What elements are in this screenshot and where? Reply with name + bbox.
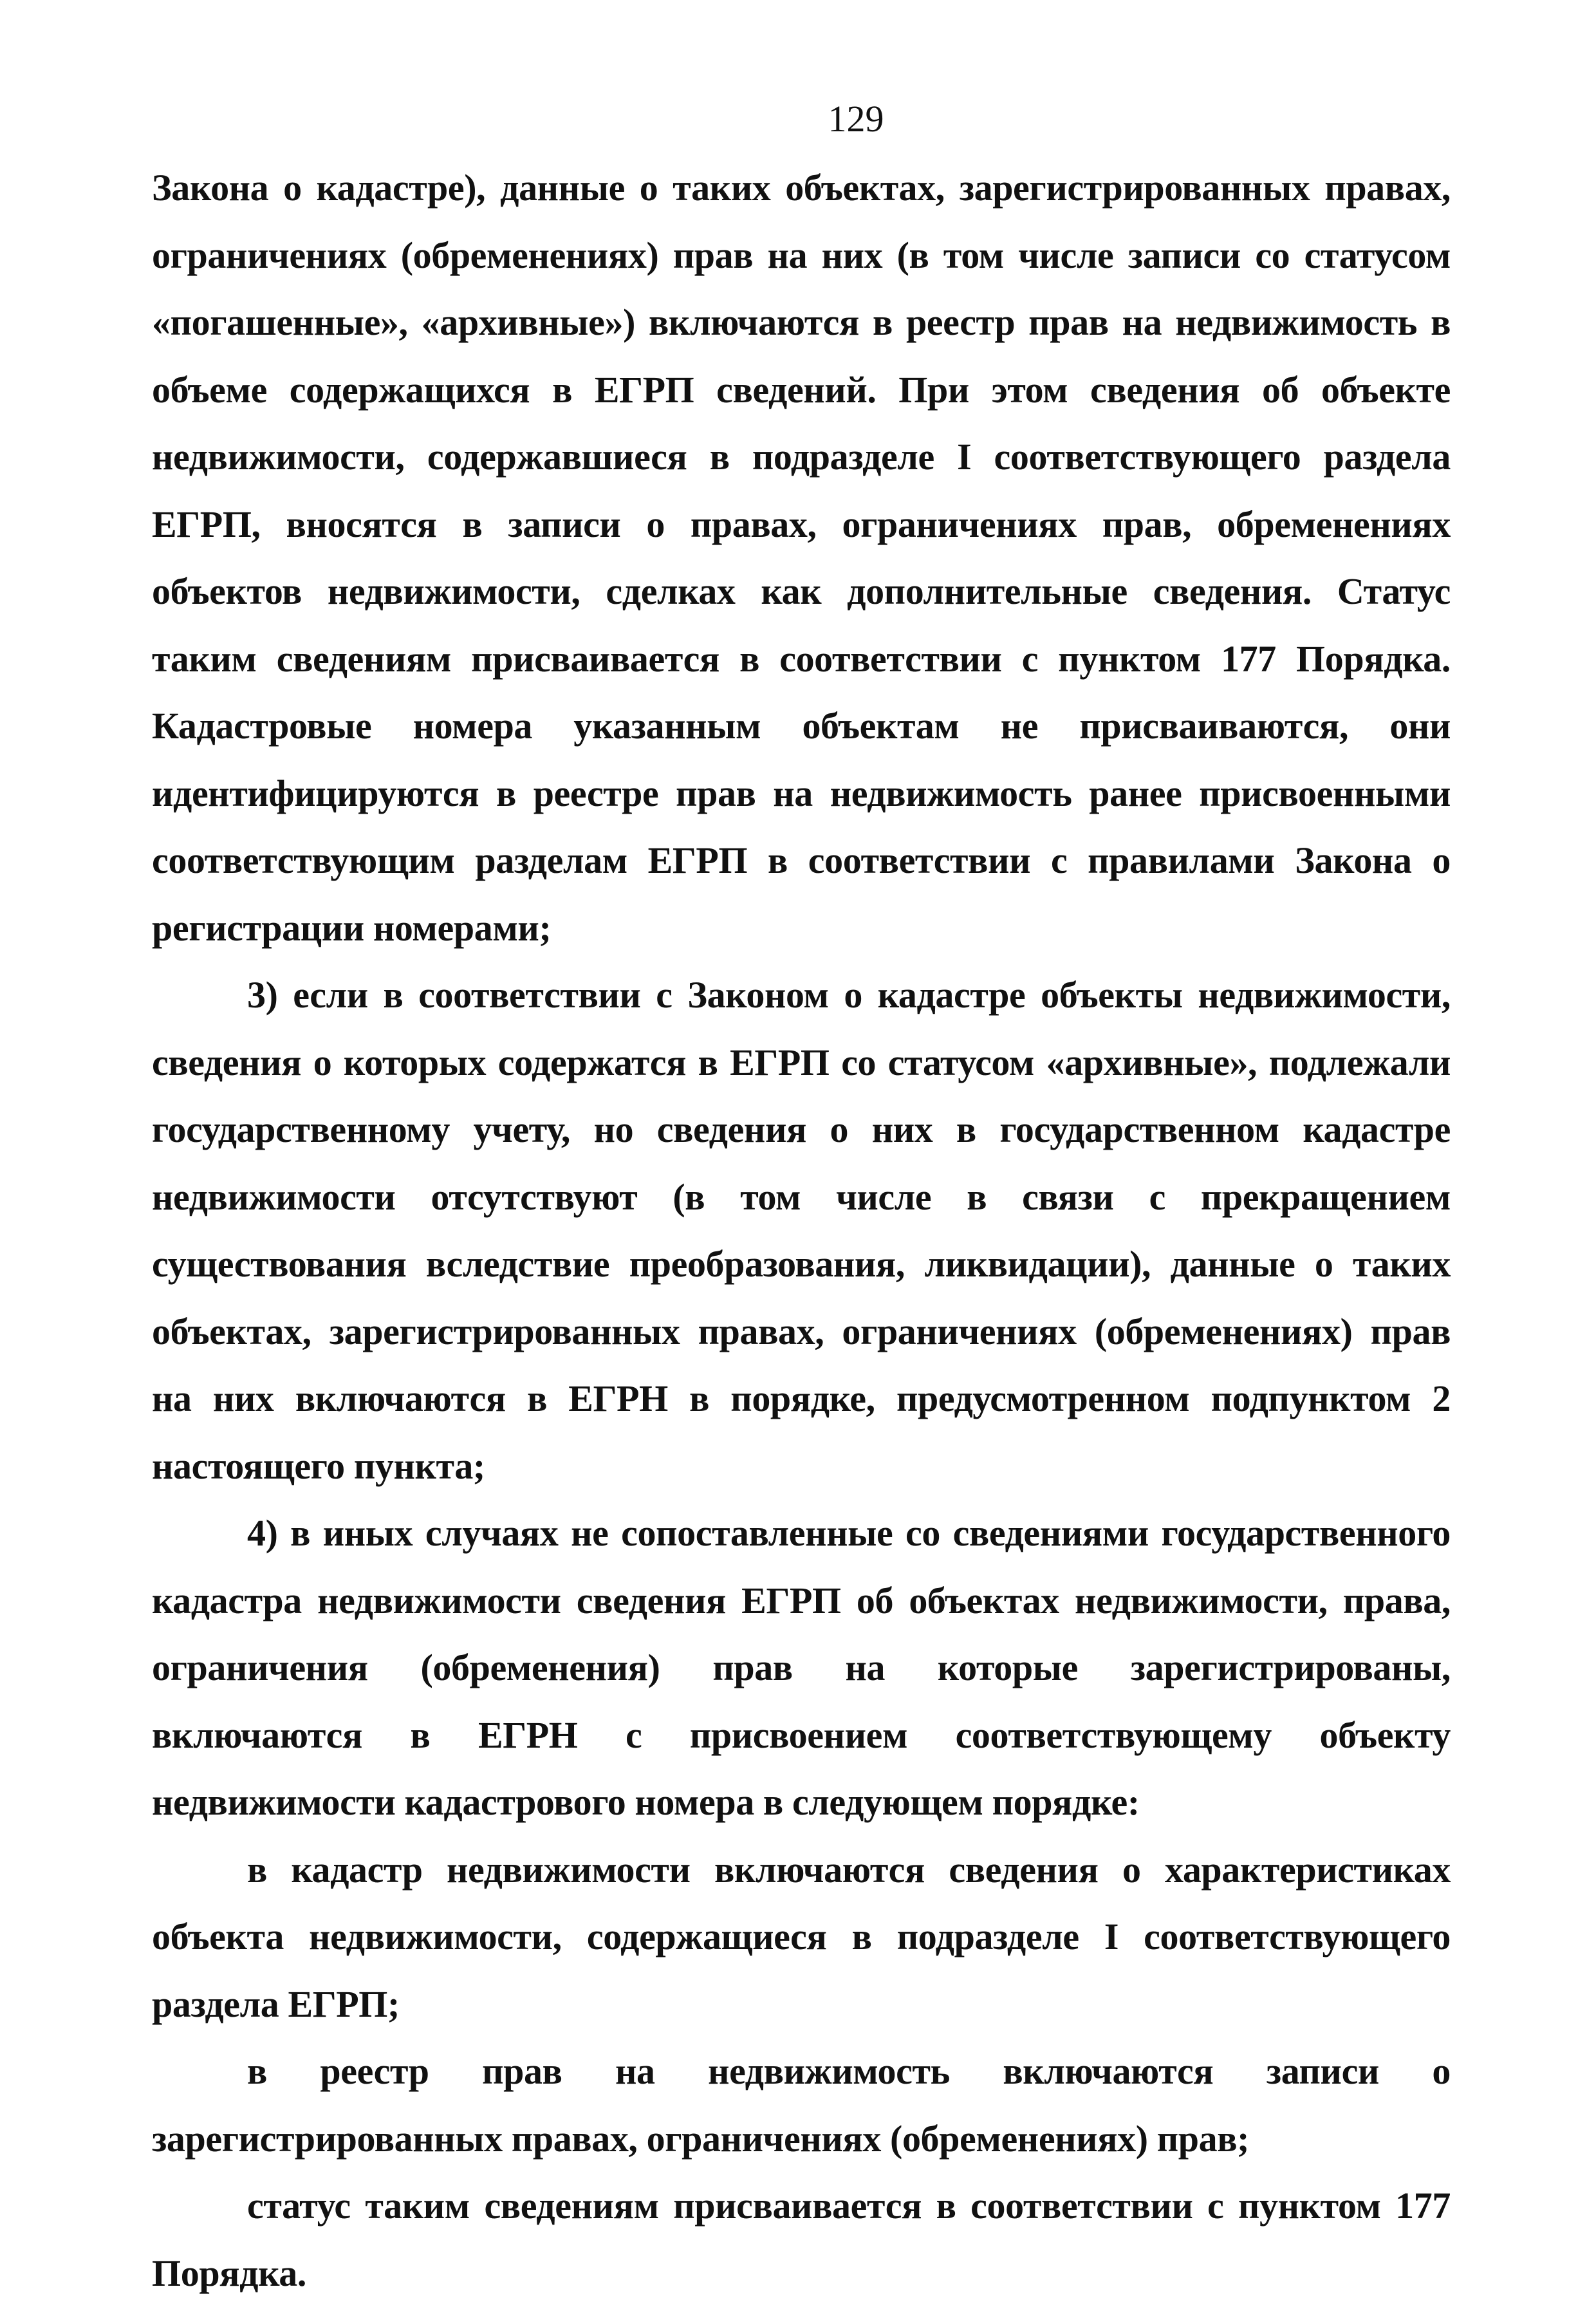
paragraph-item-4: 4) в иных случаях не сопоставленные со сведениями государственного кадастра недвижимости сведения ЕГРП об объектах недвижимости, права, ограничения (обременения) прав на которые зарегистрированы, включаются в ЕГРН с присвоением соответствующему объекту недвижимости кадастрового номера в следующем порядке:	[152, 1512, 1451, 1823]
document-body	[152, 154, 1451, 2307]
paragraph-item-3: 3) если в соответствии с Законом о кадастре объекты недвижимости, сведения о которых содержатся в ЕГРП со статусом «архивные», подлежали государственному учету, но сведения о них в государственном кадастре недвижимости отсутствуют (в том числе в связи с прекращением существования вследствие преобразования, ликвидации), данные о таких объектах, зарегистрированных правах, ограничениях (обременениях) прав на них включаются в ЕГРН в порядке, предусмотренном подпунктом 2 настоящего пункта;	[152, 974, 1451, 1487]
paragraph-status: статус таким сведениям присваивается в соответствии с пунктом 177 Порядка.	[152, 2185, 1451, 2294]
paragraph-rights-registry: в реестр прав на недвижимость включаются записи о зарегистрированных правах, ограничениях (обременениях) прав;	[152, 2050, 1451, 2160]
paragraph-continuation: Закона о кадастре), данные о таких объектах, зарегистрированных правах, ограничениях (обременениях) прав на них (в том числе записи со статусом «погашенные», «архивные») включаются в реестр прав на недвижимость в объеме содержащихся в ЕГРП сведений. При этом сведения об объекте недвижимости, содержавшиеся в подразделе I соответствующего раздела ЕГРП, вносятся в записи о правах, ограничениях прав, обременениях объектов недвижимости, сделках как дополнительные сведения. Статус таким сведениям присваивается в соответствии с пунктом 177 Порядка. Кадастровые номера указанным объектам не присваиваются, они идентифицируются в реестре прав на недвижимость ранее присвоенными соответствующим разделам ЕГРП в соответствии с правилами Закона о регистрации номерами;	[152, 167, 1451, 949]
paragraph-cadastre: в кадастр недвижимости включаются сведения о характеристиках объекта недвижимости, содержащиеся в подразделе I соответствующего раздела ЕГРП;	[152, 1848, 1451, 2025]
page-number: 129	[828, 98, 884, 140]
